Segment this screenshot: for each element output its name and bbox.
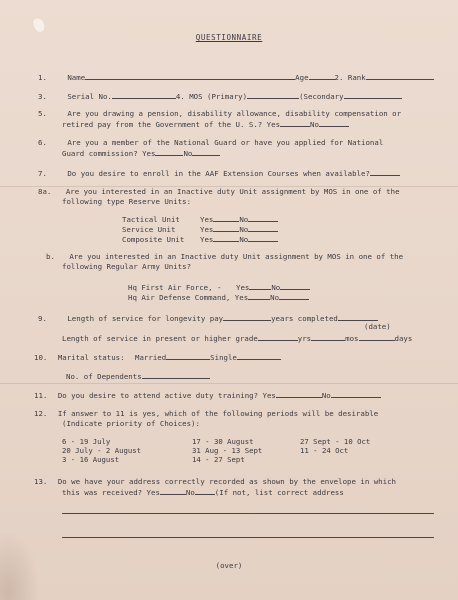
period-column-2 xyxy=(192,437,262,464)
unit-label: Service Unit xyxy=(122,225,176,234)
period-column-3 xyxy=(300,437,370,455)
q11-row xyxy=(34,390,381,400)
q13-no-field[interactable] xyxy=(195,487,215,495)
mos-label: mos xyxy=(345,334,359,343)
q5-text: Are you drawing a pension, disability allowance, disability compensation or xyxy=(67,109,402,118)
q8b-number: b. xyxy=(46,252,55,261)
days-label: days xyxy=(394,334,413,343)
date-note: (date) xyxy=(364,322,391,331)
q7-field[interactable] xyxy=(370,168,400,176)
q1-row xyxy=(38,72,434,82)
q8b-text: Are you interested in an Inactive duty Unit assignment by MOS in one of the xyxy=(69,252,404,261)
mos-primary-field[interactable] xyxy=(247,91,299,99)
q13-number: 13. xyxy=(34,477,48,486)
q8b-line1 xyxy=(46,252,403,261)
period-option[interactable]: 11 - 24 Oct xyxy=(300,446,349,455)
q8a-line1 xyxy=(38,187,400,196)
married-field[interactable] xyxy=(166,352,210,360)
dependents-label: No. of Dependents xyxy=(66,372,142,381)
q12-number: 12. xyxy=(34,409,48,418)
q9-line1 xyxy=(38,313,378,323)
q8a-text: Are you interested in an Inactive duty Unit assignment by MOS in one of the xyxy=(65,187,400,196)
unit-no-label: No xyxy=(270,293,280,302)
q7-row xyxy=(38,168,400,178)
unit-no-label: No xyxy=(239,215,249,224)
q5-line2 xyxy=(62,119,349,129)
q8a-unit-row xyxy=(122,234,278,244)
q13-address-note: (If not, list correct address xyxy=(214,488,344,497)
q5-yes-label: retired pay from the Government of the U. S.? Yes xyxy=(62,120,281,129)
period-option[interactable]: 27 Sept - 10 Oct xyxy=(300,437,371,446)
single-field[interactable] xyxy=(237,352,281,360)
q12-text-cont: (Indicate priority of Choices): xyxy=(62,419,200,428)
period-option[interactable]: 17 - 30 August xyxy=(192,437,254,446)
q6-line1 xyxy=(38,138,383,147)
page-title: QUESTIONNAIRE xyxy=(195,33,263,42)
grade-mos-field[interactable] xyxy=(311,333,345,341)
address-line[interactable] xyxy=(62,537,434,538)
q13-no-label: No xyxy=(185,488,195,497)
rank-field[interactable] xyxy=(366,72,434,80)
q13-line1 xyxy=(34,477,396,486)
q5-line1 xyxy=(38,109,401,118)
fold-line xyxy=(0,383,458,384)
paper-tear xyxy=(32,17,46,34)
unit-label: Hq Air Defense Command, Yes xyxy=(128,293,249,302)
grade-days-field[interactable] xyxy=(359,333,395,341)
q3-row xyxy=(38,91,402,101)
longevity-years-field[interactable] xyxy=(223,313,271,321)
yrs-label: yrs xyxy=(297,334,312,343)
unit-no-label: No xyxy=(239,235,249,244)
mos-secondary-label: (Secondary xyxy=(299,92,344,101)
footer-over: (over) xyxy=(215,561,243,570)
q13-text: Do we have your address correctly recorded as shown by the envelope in which xyxy=(57,477,396,486)
q6-number: 6. xyxy=(38,138,47,147)
q6-text: Are you a member of the National Guard or have you applied for National xyxy=(67,138,384,147)
unit-no-field[interactable] xyxy=(248,224,278,232)
q6-line2 xyxy=(62,148,220,158)
unit-label: Composite Unit xyxy=(122,235,185,244)
single-label: Single xyxy=(210,353,237,362)
q10-label: Marital status: xyxy=(57,353,125,362)
q7-number: 7. xyxy=(38,169,47,178)
age-field[interactable] xyxy=(309,72,335,80)
q1-number: 1. xyxy=(38,73,47,82)
unit-yes-field[interactable] xyxy=(213,214,239,222)
q12-line1 xyxy=(34,409,378,418)
q10-row xyxy=(34,352,281,362)
q5-no-label: No xyxy=(310,120,319,129)
q8b-text-cont: following Regular Army Units? xyxy=(62,262,192,271)
q11-number: 11. xyxy=(34,391,48,400)
unit-yes-label: Yes xyxy=(200,215,214,224)
unit-label: Tactical Unit xyxy=(122,215,180,224)
period-option[interactable]: 3 - 16 August xyxy=(62,455,120,464)
q13-yes-label: this was received? Yes xyxy=(62,488,160,497)
period-column-1 xyxy=(62,437,141,464)
name-field[interactable] xyxy=(85,72,295,80)
q6-yes-label: Guard commission? Yes xyxy=(62,149,156,158)
q8a-unit-row xyxy=(122,214,278,224)
q10-number: 10. xyxy=(34,353,48,362)
q8b-unit-row xyxy=(128,282,310,292)
q9-number: 9. xyxy=(38,314,47,323)
q3-number: 3. xyxy=(38,92,47,101)
unit-no-field[interactable] xyxy=(248,214,278,222)
unit-yes-field[interactable] xyxy=(213,224,239,232)
q6-no-field[interactable] xyxy=(192,148,220,156)
q9-longevity-label: Length of service for longevity pay xyxy=(67,314,224,323)
unit-no-field[interactable] xyxy=(279,292,309,300)
address-line[interactable] xyxy=(62,513,434,514)
unit-no-label: No xyxy=(239,225,249,234)
period-option[interactable]: 31 Aug - 13 Sept xyxy=(192,446,263,455)
q6-yes-field[interactable] xyxy=(155,148,183,156)
q1-name-label: Name xyxy=(67,73,86,82)
period-option[interactable]: 14 - 27 Sept xyxy=(192,455,245,464)
unit-no-field[interactable] xyxy=(248,234,278,242)
unit-yes-field[interactable] xyxy=(213,234,239,242)
q8a-text-cont: following type Reserve Units: xyxy=(62,197,192,206)
period-option[interactable]: 20 July - 2 August xyxy=(62,446,142,455)
unit-yes-label: Yes xyxy=(200,225,214,234)
grade-yrs-field[interactable] xyxy=(258,333,298,341)
q13-line2 xyxy=(62,487,344,497)
q10-dependents-row xyxy=(66,371,210,381)
q11-yes-field[interactable] xyxy=(276,390,322,398)
q2-rank-label: 2. Rank xyxy=(334,73,366,82)
married-label: Married xyxy=(135,353,167,362)
q1-age-label: Age xyxy=(295,73,309,82)
q9-grade-label: Length of service in present or higher grade xyxy=(62,334,258,343)
dependents-field[interactable] xyxy=(142,371,210,379)
q4-mos-label: 4. MOS (Primary) xyxy=(175,92,248,101)
unit-no-label: No xyxy=(271,283,281,292)
q5-no-field[interactable] xyxy=(319,119,349,127)
q3-serial-label: Serial No. xyxy=(67,92,112,101)
longevity-date-field[interactable] xyxy=(338,313,378,321)
q11-text: Do you desire to attend active duty training? Yes xyxy=(57,391,276,400)
mos-secondary-field[interactable] xyxy=(344,91,402,99)
unit-label: Hq First Air Force, - xyxy=(128,283,222,292)
q11-no-label: No xyxy=(321,391,331,400)
q5-number: 5. xyxy=(38,109,47,118)
unit-yes-field[interactable] xyxy=(248,292,270,300)
unit-yes-label: Yes xyxy=(200,235,214,244)
q8a-number: 8a. xyxy=(38,187,52,196)
q7-text: Do you desire to enroll in the AAF Extension Courses when available? xyxy=(67,169,370,178)
q13-yes-field[interactable] xyxy=(160,487,186,495)
q5-yes-field[interactable] xyxy=(280,119,310,127)
serial-field[interactable] xyxy=(112,91,176,99)
unit-yes-field[interactable] xyxy=(249,282,271,290)
q12-text: If answer to 11 is yes, which of the following periods will be desirable xyxy=(57,409,379,418)
q11-no-field[interactable] xyxy=(331,390,381,398)
unit-yes-label: Yes xyxy=(236,283,250,292)
q9-line2 xyxy=(62,333,412,343)
q9-years-label: years completed xyxy=(271,314,338,323)
q8b-unit-row xyxy=(128,292,309,302)
q6-no-label: No xyxy=(183,149,193,158)
unit-no-field[interactable] xyxy=(280,282,310,290)
q8a-unit-row xyxy=(122,224,278,234)
period-option[interactable]: 6 - 19 July xyxy=(62,437,111,446)
